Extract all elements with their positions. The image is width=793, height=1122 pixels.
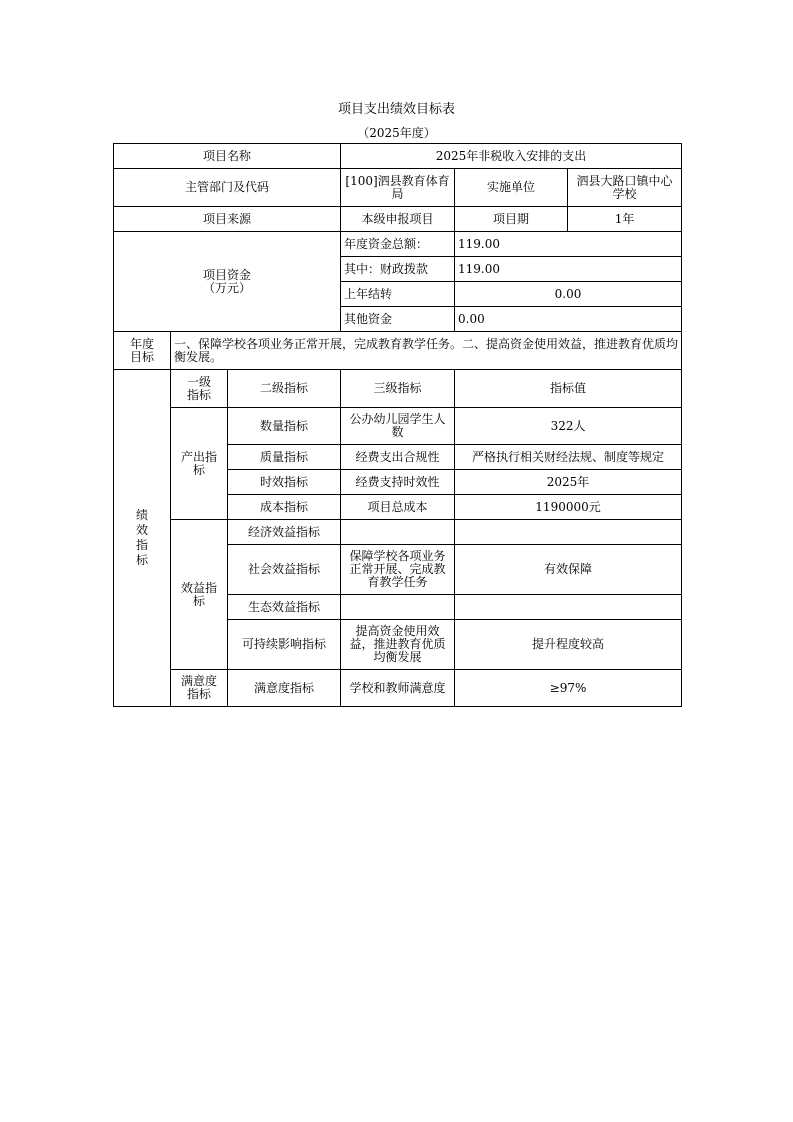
page-title: 项目支出绩效目标表 — [337, 102, 455, 117]
funds-carryover-label: 上年结转 — [341, 282, 455, 307]
output-indicator-label: 产出指 标 — [171, 408, 228, 520]
row-funds-total — [114, 232, 682, 257]
level3-cell — [341, 595, 455, 620]
source-value: 本级申报项目 — [341, 207, 455, 232]
level3-cell: 学校和教师满意度 — [341, 670, 455, 707]
value-cell: 322人 — [455, 408, 682, 445]
level3-cell: 项目总成本 — [341, 495, 455, 520]
funds-other-value: 0.00 — [455, 307, 682, 332]
header-level3: 三级指标 — [341, 370, 455, 408]
project-name-label: 项目名称 — [114, 144, 341, 169]
funds-total-value: 119.00 — [455, 232, 682, 257]
project-name-value: 2025年非税收入安排的支出 — [341, 144, 682, 169]
impl-unit-label: 实施单位 — [455, 169, 568, 207]
row-dept — [114, 169, 682, 207]
level2-cell: 成本指标 — [228, 495, 341, 520]
benefit-indicator-label: 效益指 标 — [171, 520, 228, 670]
level3-cell: 经费支出合规性 — [341, 445, 455, 470]
table-row — [114, 670, 682, 707]
value-cell: 提升程度较高 — [455, 620, 682, 670]
table-row — [114, 520, 682, 545]
level3-cell — [341, 520, 455, 545]
level3-cell: 经费支持时效性 — [341, 470, 455, 495]
value-cell: 1190000元 — [455, 495, 682, 520]
value-cell: 2025年 — [455, 470, 682, 495]
annual-goal-label: 年度 目标 — [114, 332, 171, 370]
level2-cell: 生态效益指标 — [228, 595, 341, 620]
level2-cell: 经济效益指标 — [228, 520, 341, 545]
funds-fiscal-label: 其中：财政拨款 — [341, 257, 455, 282]
value-cell — [455, 595, 682, 620]
level2-cell: 满意度指标 — [228, 670, 341, 707]
funds-label: 项目资金 （万元） — [114, 232, 341, 332]
table-row — [114, 408, 682, 445]
level3-cell: 保障学校各项业务正常开展、完成教育教学任务 — [341, 545, 455, 595]
row-source — [114, 207, 682, 232]
annual-goal-text: 一、保障学校各项业务正常开展，完成教育教学任务。二、提高资金使用效益，推进教育优质均衡发展。 — [171, 332, 682, 370]
funds-other-label: 其他资金 — [341, 307, 455, 332]
performance-table — [113, 143, 682, 707]
level2-cell: 时效指标 — [228, 470, 341, 495]
dept-value: [100]泗县教育体育局 — [341, 169, 455, 207]
value-cell: 严格执行相关财经法规、制度等规定 — [455, 445, 682, 470]
row-annual-goal — [114, 332, 682, 370]
level2-cell: 质量指标 — [228, 445, 341, 470]
funds-carryover-value: 0.00 — [455, 282, 682, 307]
period-value: 1年 — [568, 207, 682, 232]
period-label: 项目期 — [455, 207, 568, 232]
level2-cell: 数量指标 — [228, 408, 341, 445]
header-value: 指标值 — [455, 370, 682, 408]
source-label: 项目来源 — [114, 207, 341, 232]
impl-unit-value: 泗县大路口镇中心学校 — [568, 169, 682, 207]
header-level2: 二级指标 — [228, 370, 341, 408]
funds-total-label: 年度资金总额： — [341, 232, 455, 257]
page-year: （2025年度） — [357, 126, 436, 140]
value-cell: ≥97% — [455, 670, 682, 707]
value-cell — [455, 520, 682, 545]
row-indicator-header — [114, 370, 682, 408]
dept-label: 主管部门及代码 — [114, 169, 341, 207]
header-level1: 一级 指标 — [171, 370, 228, 408]
satisfaction-indicator-label: 满意度 指标 — [171, 670, 228, 707]
row-project-name — [114, 144, 682, 169]
funds-fiscal-value: 119.00 — [455, 257, 682, 282]
value-cell: 有效保障 — [455, 545, 682, 595]
level2-cell: 可持续影响指标 — [228, 620, 341, 670]
performance-indicator-label: 绩 效 指 标 — [114, 370, 171, 707]
level3-cell: 提高资金使用效益，推进教育优质均衡发展 — [341, 620, 455, 670]
level2-cell: 社会效益指标 — [228, 545, 341, 595]
level3-cell: 公办幼儿园学生人数 — [341, 408, 455, 445]
